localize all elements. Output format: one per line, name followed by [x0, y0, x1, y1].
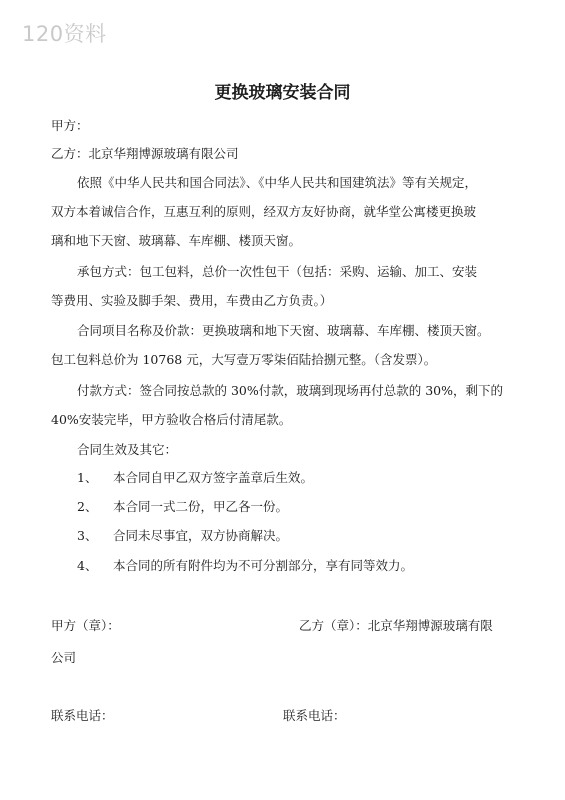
- para1-line-3: 璃和地下天窗、玻璃幕、车库棚、楼顶天窗。: [51, 233, 302, 248]
- party-a-seal: 甲方（章）：: [51, 618, 120, 633]
- effect-heading: 合同生效及其它：: [77, 442, 178, 457]
- party-a-phone: 联系电话：: [51, 708, 114, 723]
- para4-line-2: 40%安装完毕，甲方验收合格后付清尾款。: [51, 412, 292, 427]
- para1-line-2: 双方本着诚信合作，互惠互利的原则，经双方友好协商，就华堂公寓楼更换玻: [51, 204, 477, 219]
- para1-line-1: 依照《中华人民共和国合同法》、《中华人民共和国建筑法》等有关规定，: [77, 175, 478, 190]
- para2-line-2: 等费用、实验及脚手架、费用，车费由乙方负责。）: [51, 293, 333, 308]
- para3-line-2: 包工包料总价为 10768 元，大写壹万零柒佰陆拾捌元整。（含发票）。: [51, 352, 437, 367]
- item-3-text: 合同未尽事宜，双方协商解决。: [113, 528, 289, 543]
- item-1-text: 本合同自甲乙双方签字盖章后生效。: [113, 470, 314, 485]
- watermark: 120资料: [22, 22, 107, 46]
- party-b-seal-continued: 公司: [51, 650, 77, 665]
- party-b-line: 乙方：北京华翔博源玻璃有限公司: [51, 146, 239, 161]
- item-2-text: 本合同一式二份，甲乙各一份。: [113, 499, 289, 514]
- party-b-seal: 乙方（章）：北京华翔博源玻璃有限: [299, 618, 493, 633]
- item-4-text: 本合同的所有附件均为不可分割部分，享有同等效力。: [113, 558, 414, 573]
- document-title: 更换玻璃安装合同: [214, 83, 351, 103]
- item-1-number: 1、: [77, 470, 98, 485]
- item-3-number: 3、: [77, 528, 98, 543]
- item-4-number: 4、: [77, 558, 98, 573]
- item-2-number: 2、: [77, 499, 98, 514]
- party-b-phone: 联系电话：: [283, 708, 346, 723]
- para3-line-1: 合同项目名称及价款：更换玻璃和地下天窗、玻璃幕、车库棚、楼顶天窗。: [77, 323, 490, 338]
- para2-line-1: 承包方式：包工包料，总价一次性包干（包括：采购、运输、加工、安装: [77, 264, 478, 279]
- para4-line-1: 付款方式：签合同按总款的 30%付款，玻璃到现场再付总款的 30%，剩下的: [77, 383, 504, 398]
- party-a-line: 甲方：: [51, 118, 89, 133]
